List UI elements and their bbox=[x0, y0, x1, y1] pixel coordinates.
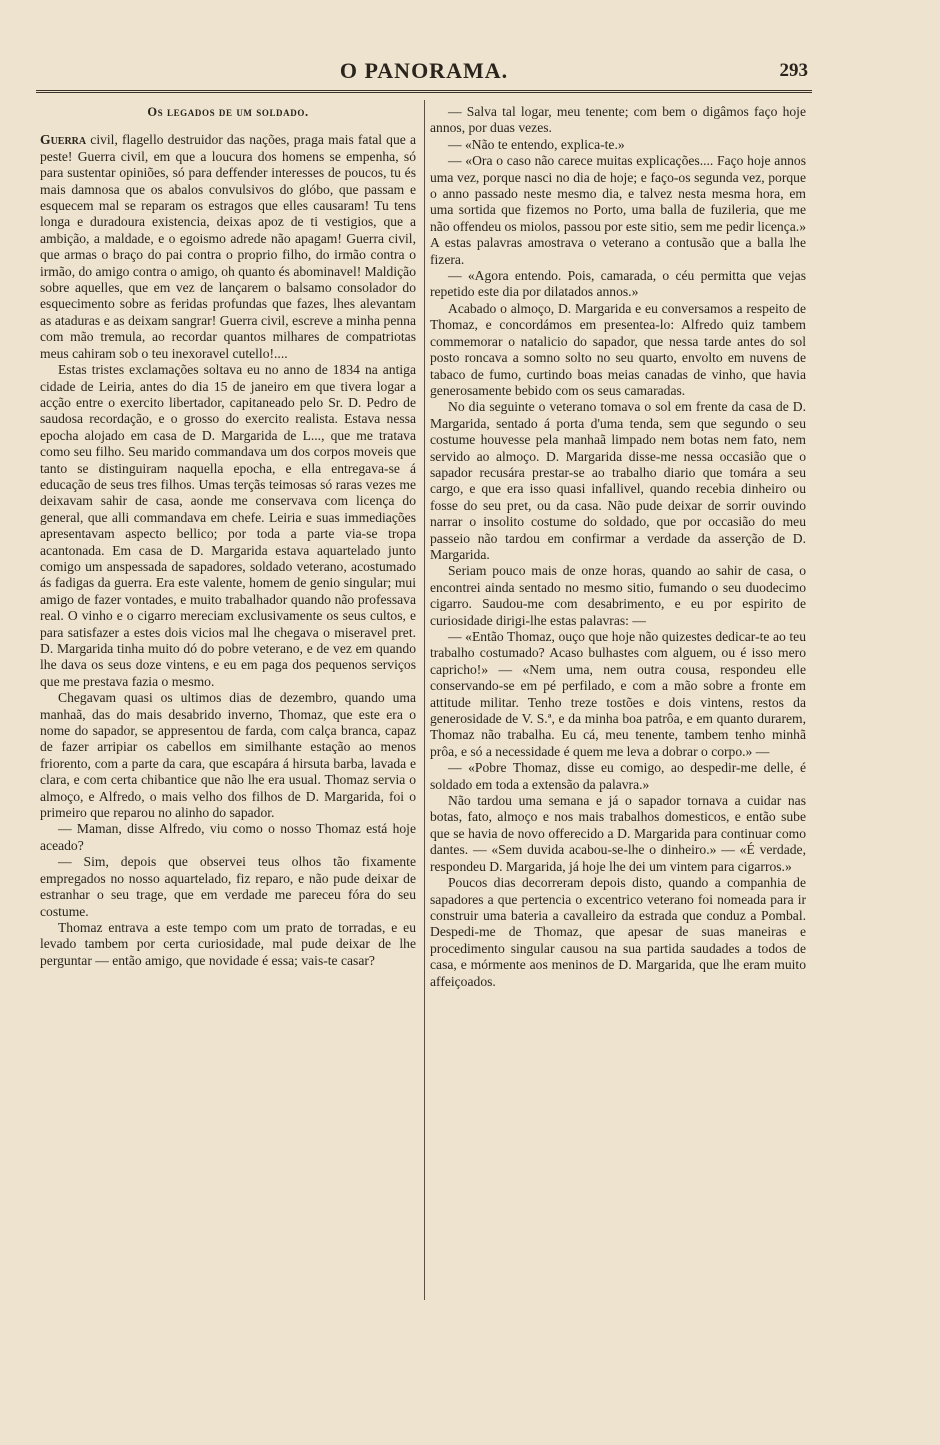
paragraph: — Sim, depois que observei teus olhos tão fixamente empregados no nosso aquartelado, fiz reparo, e não pude deixar de estranhar o seu trage, que em verdade me pareceu fóra do seu costume. bbox=[40, 854, 416, 919]
paragraph: No dia seguinte o veterano tomava o sol em frente da casa de D. Margarida, sentado á porta d'uma tenda, sem que segundo o seu costume houvesse pela manhaã limpado nem botas nem fato, nem servido ao almoço. D. Margarida disse-me nessa occasião que o sapador recusára prestar-se ao trabalho diario que tomára a seu cargo, e que era isso quasi infallivel, quando recebia dinheiro ou fosse do seu pret, ou da casa. Não pude deixar de sorrir ouvindo narrar o insolito costume do soldado, que por occasião do meu passeio não tardou em confirmar a verdade da asserção de D. Margarida. bbox=[430, 399, 806, 562]
page-header bbox=[36, 58, 812, 92]
left-column bbox=[40, 104, 416, 969]
paragraph: — «Ora o caso não carece muitas explicações.... Faço hoje annos uma vez, porque nasci no dia de hoje; e faço-os segunda vez, porque o anno passado neste mesmo dia, e talvez nesta mesma hora, em uma sortida que fizemos no Porto, uma balla de fuzileria, que me não offendeu os miolos, passou por este sitio, sem me pedir licença.» A estas palavras amostrava o veterano a contusão que a balla lhe fizera. bbox=[430, 153, 806, 267]
page-number: 293 bbox=[779, 60, 808, 81]
right-column bbox=[430, 104, 806, 990]
journal-title: O PANORAMA. bbox=[339, 58, 509, 83]
header-rule bbox=[36, 90, 812, 93]
paragraph-text: civil, flagello destruidor das nações, praga mais fatal que a peste! Guerra civil, em que a loucura dos homens se empenha, só para sustentar opiniões, só para deffender interesses de poucos, tu és mais damnosa que os abalos convulsivos do glóbo, que passam e esquecem mal se reparam os estragos que elles causaram! Tu tens longa e duradoura existencia, deixas apoz de ti vestigios, que a ambição, a maldade, e o egoismo adrede não apagam! Guerra civil, que armas o braço do pai contra o proprio filho, do irmão contra o irmão, do amigo contra o amigo, oh quanto és abominavel! Maldição sobre aquelles, que em vez de lançarem o balsamo consolador do esquecimento sobre as feridas profundas que fazes, lhes alevantam as ataduras e as deixam sangrar! Guerra civil, escreve a minha penna com mão tremula, ao recordar quantos milhares de compatriotas meus cahiram sob o teu inexoravel cutello!.... bbox=[40, 132, 416, 361]
paragraph: — «Pobre Thomaz, disse eu comigo, ao despedir-me delle, é soldado em toda a extensão da palavra.» bbox=[430, 760, 806, 792]
paragraph: — «Então Thomaz, ouço que hoje não quizestes dedicar-te ao teu trabalho costumado? Acaso bulhastes com alguem, ou é isso mero capricho!» — «Nem uma, nem outra cousa, respondeu elle conservando-se em pé perfilado, e com a mão sobre a fronte em attitude militar. Tenho treze tostões e dois vintens, restos da generosidade de V. S.ª, e da minha boa patrôa, e em quanto durarem, Thomaz não trabalha. Eu cá, meu tenente, tambem tenho minhã prôa, e só a necessidade é quem me leva a dobrar o corpo.» — bbox=[430, 629, 806, 759]
article-title: Os legados de um soldado. bbox=[147, 105, 309, 119]
paragraph: — Salva tal logar, meu tenente; com bem o digâmos faço hoje annos, por duas vezes. bbox=[430, 104, 806, 136]
paragraph: — «Não te entendo, explica-te.» bbox=[448, 136, 625, 152]
paragraph: Chegavam quasi os ultimos dias de dezembro, quando uma manhaã, das do mais desabrido inverno, Thomaz, que este era o nome do sapador, se appresentou de farda, com calça branca, capaz de fazer arripiar os cabellos em similhante estação ao menos friorento, com a parte da cara, que escapára á hirsuta barba, lavada e clara, e com certa chibantice que não lhe era usual. Thomaz servia o almoço, e Alfredo, o mais velho dos filhos de D. Margarida, foi o primeiro que reparou no alinho do sapador. bbox=[40, 690, 416, 821]
column-divider bbox=[424, 100, 425, 1300]
paragraph bbox=[40, 132, 416, 362]
paragraph: Thomaz entrava a este tempo com um prato de torradas, e eu levado tambem por certa curiosidade, mal pude deixar de lhe perguntar — então amigo, que novidade é essa; vais-te casar? bbox=[40, 919, 416, 968]
paragraph: Poucos dias decorreram depois disto, quando a companhia de sapadores a que pertencia o excentrico veterano foi nomeada para ir construir uma bateria a cavalleiro da estrada que conduz a Pombal. Despedi-me de Thomaz, que apesar de suas maneiras e procedimento singular causou na sua partida saudades a todos de casa, e mórmente aos meninos de D. Margarida, que lhe eram muito affeiçoados. bbox=[430, 875, 806, 989]
paragraph: Acabado o almoço, D. Margarida e eu conversamos a respeito de Thomaz, e concordámos em presentea-lo: Alfredo quiz tambem commemorar o natalicio do sapador, que nessa tarde antes do sol posto roncava a somno solto no seu quarto, envolto em nuvens de tabaco de fumo, curtindo boas meias canadas de vinho, que havia generosamente bebido com os seus camaradas. bbox=[430, 300, 806, 398]
paragraph: — «Agora entendo. Pois, camarada, o céu permitta que vejas repetido este dia por dilatados annos.» bbox=[430, 268, 806, 300]
paragraph: Estas tristes exclamações soltava eu no anno de 1834 na antiga cidade de Leiria, antes do dia 15 de janeiro em que tivera logar a acção entre o exercito libertador, capitaneado pelo Sr. D. Pedro de saudosa recordação, e o grosso do exercito realista. Estava nessa epocha alojado em casa de D. Margarida de L..., que me tratava como seu filho. Seu marido commandava um dos corpos moveis que tanto se distinguiram naquella epocha, e ella entregava-se á educação de seus tres filhos. Umas terçãs teimosas só raras vezes me deixavam sahir de casa, aonde me conservava com licença do general, que alli commandava em chefe. Leiria e suas immediações apresentavam aspecto bellico; por toda a parte via-se tropa acantonada. Em casa de D. Margarida estava aquartelado junto comigo um anspessada de sapadores, soldado veterano, acostumado ás fadigas da guerra. Era este valente, homem de genio singular; mui amigo de fazer vontades, e muito trabalhador quando não professava real. O vinho e o cigarro mereciam exclusivamente os seus cultos, e para satisfazer a estes dois vicios mal lhe chegava o miseravel pret. D. Margarida tinha muito dó do pobre veterano, e de vez em quando lhe dava os seus doze vintens, e eu em paga dos pequenos serviços que me prestava fazia o mesmo. bbox=[40, 362, 416, 689]
paragraph: Não tardou uma semana e já o sapador tornava a cuidar nas botas, fato, almoço e nos mais trabalhos domesticos, e então sube que se havia de novo offerecido a D. Margarida para continuar como dantes. — «Sem duvida acabou-se-lhe o dinheiro.» — «É verdade, respondeu D. Margarida, já hoje lhe dei um vintem para cigarros.» bbox=[430, 793, 806, 874]
paragraph: Seriam pouco mais de onze horas, quando ao sahir de casa, o encontrei ainda sentado no mesmo sitio, fumando o seu duodecimo cigarro. Saudou-me com desabrimento, e eu por espirito de curiosidade dirigi-lhe estas palavras: — bbox=[430, 563, 806, 628]
paragraph: — Maman, disse Alfredo, viu como o nosso Thomaz está hoje aceado? bbox=[40, 821, 416, 853]
first-word: Guerra bbox=[40, 132, 87, 148]
